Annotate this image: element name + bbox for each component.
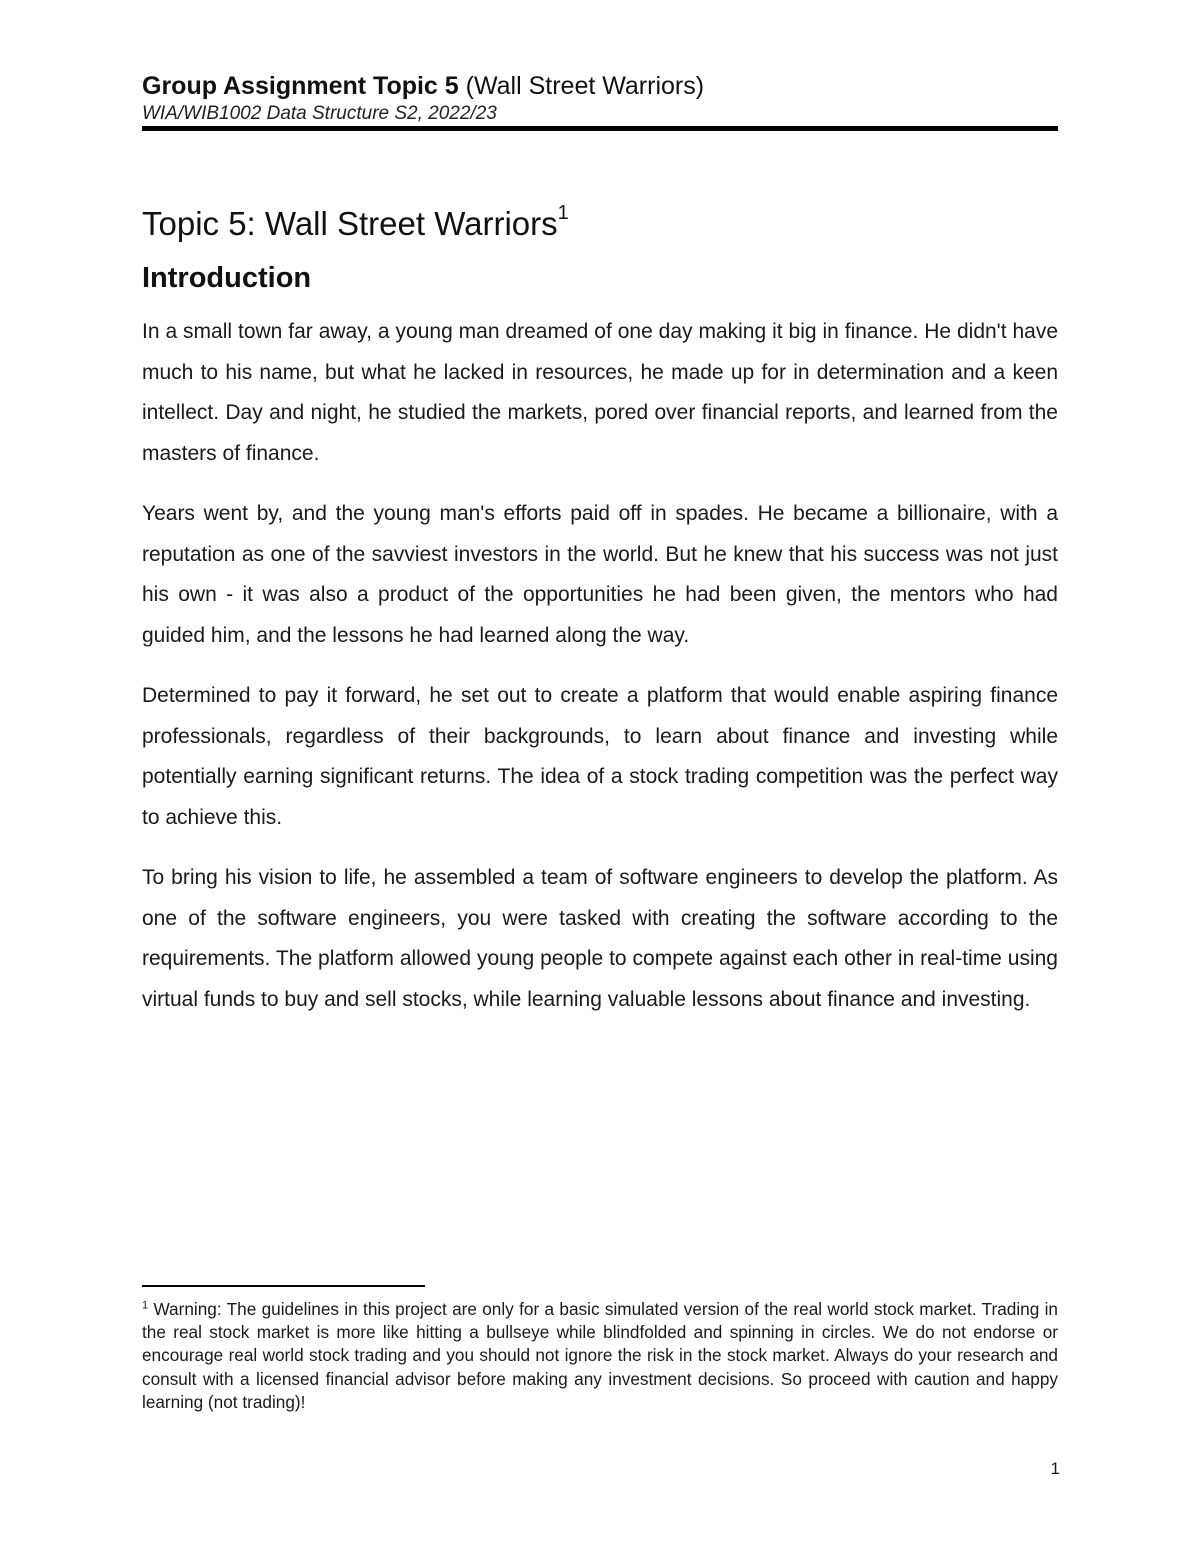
header-divider — [142, 126, 1058, 131]
header-title — [142, 70, 1058, 102]
footnote-separator — [142, 1285, 425, 1287]
footnote-text: Warning: The guidelines in this project are only for a basic simulated version of the real world stock market. Trading in the real stock market is more like hitting a bullseye while blindfolded and spinning in circles. We do not endorse or encourage real world stock trading and you should not ignore the risk in the stock market. Always do your research and consult with a licensed financial advisor before making any investment decisions. So proceed with caution and happy learning (not trading)! — [142, 1299, 1058, 1412]
footnote-reference[interactable]: 1 — [557, 202, 569, 224]
section-heading: Introduction — [142, 262, 312, 294]
header-subtitle: WIA/WIB1002 Data Structure S2, 2022/23 — [142, 103, 497, 124]
paragraph: To bring his vision to life, he assembled a team of software engineers to develop the platform. As one of the software engineers, you were tasked with creating the software according to the requirements. The platform allowed young people to compete against each other in real-time using virtual funds to buy and sell stocks, while learning valuable lessons about finance and investing. — [142, 866, 1058, 1011]
paragraph: In a small town far away, a young man dreamed of one day making it big in finance. He didn't have much to his name, but what he lacked in resources, he made up for in determination and a keen intellect. Day and night, he studied the markets, pored over financial reports, and learned from the masters of finance. — [142, 320, 1058, 465]
page-header — [142, 70, 1058, 126]
main-content — [142, 200, 1058, 1040]
footnote-marker: 1 — [142, 1299, 149, 1312]
footnote — [142, 1298, 1058, 1414]
paragraph: Years went by, and the young man's efforts paid off in spades. He became a billionaire, with a reputation as one of the savviest investors in the world. But he knew that his success was not just his own - it was also a product of the opportunities he had been given, the mentors who had guided him, and the lessons he had learned along the way. — [142, 502, 1058, 647]
page-number: 1 — [1050, 1459, 1060, 1478]
topic-title-text: Topic 5: Wall Street Warriors — [142, 205, 558, 242]
header-title-bold: Group Assignment Topic 5 — [142, 72, 459, 100]
topic-title — [142, 200, 1058, 248]
paragraph: Determined to pay it forward, he set out to create a platform that would enable aspiring finance professionals, regardless of their backgrounds, to learn about finance and investing while potentially earning significant returns. The idea of a stock trading competition was the perfect way to achieve this. — [142, 684, 1058, 829]
header-title-rest: (Wall Street Warriors) — [465, 72, 705, 100]
